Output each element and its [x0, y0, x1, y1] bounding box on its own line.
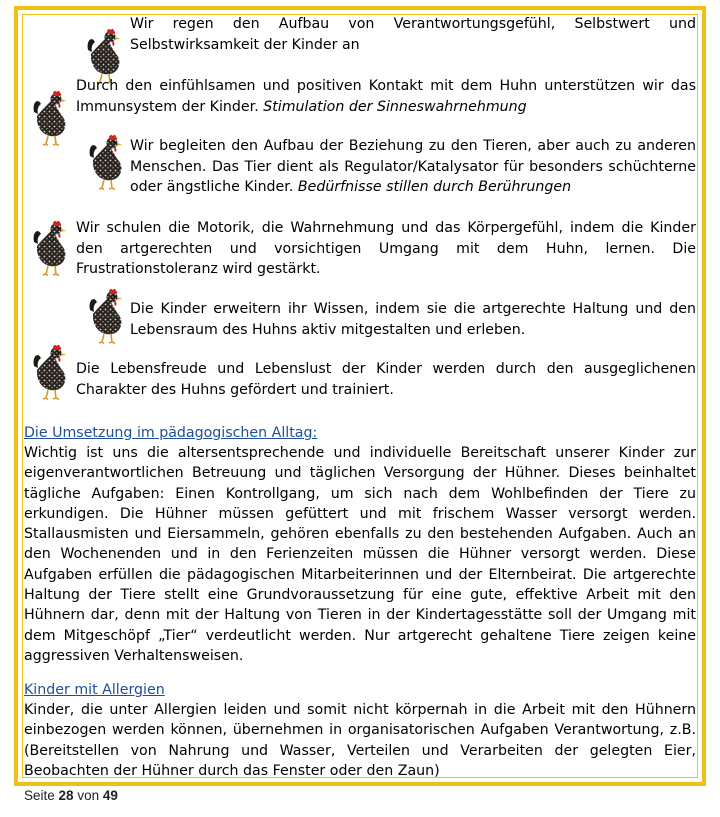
section-body-umsetzung: Wichtig ist uns die altersentsprechende und individuelle Bereitschaft unserer Kinder zur eigenverantwortlichen Betreuung und täglichen Versorgung der Hühner. Dieses beinhaltet tägliche Aufgaben: Einen Kontrollgang, um sich nach dem Wohlbefinden der Tiere zu erkundigen. Die Hühner müssen gefüttert und mit frischem Wasser versorgt werden. Stallausmisten und Eiersammeln, gehören ebenfalls zu den bestehenden Aufgaben. Auch an den Wochenenden und in den Ferienzeiten müssen die Hühner versorgt werden. Diese Aufgaben erfüllen die pädagogischen Mitarbeiterinnen und der Elternbeirat. Die artgerechte Haltung der Tiere stellt eine Grundvoraussetzung für eine gute, effektive Arbeit mit den Hühnern dar, denn mit der Haltung von Tieren in der Kindertagesstätte soll der Umgang mit dem Mitgeschöpf „Tier“ verdeutlicht werden. Nur artgerecht gehaltene Tiere zeigen keine aggressiven Verhaltensweisen. — [24, 445, 696, 664]
bullet-text: Wir begleiten den Aufbau der Beziehung zu den Tieren, aber auch zu anderen Menschen. Das Tier dient als Regulator/Katalysator für besonders schüchterne oder ängstliche Kinder. — [130, 138, 696, 195]
bullet-text: Wir schulen die Motorik, die Wahrnehmung und das Körpergefühl, indem die Kinder den artgerechten und vorsichtigen Umgang mit dem Huhn, lernen. Die Frustrationstoleranz wird gestärkt. — [76, 220, 696, 277]
bullet-item-1 — [130, 14, 696, 55]
footer-separator: von — [77, 788, 100, 803]
chicken-icon — [28, 220, 72, 276]
chicken-icon — [28, 344, 72, 400]
bullet-item-2 — [76, 76, 696, 117]
bullet-text: Durch den einfühlsamen und positiven Kontakt mit dem Huhn unterstützen wir das Immunsystem der Kinder. — [76, 78, 696, 115]
page-number: 28 — [58, 788, 74, 803]
bullet-text: Die Kinder erweitern ihr Wissen, indem sie die artgerechte Haltung und den Lebensraum des Huhns aktiv mitgestalten und erleben. — [130, 301, 696, 338]
bullet-text: Die Lebensfreude und Lebenslust der Kinder werden durch den ausgeglichenen Charakter des Huhns gefördert und trainiert. — [76, 361, 696, 398]
section-heading-umsetzung: Die Umsetzung im pädagogischen Alltag: — [24, 425, 318, 441]
page-footer — [24, 788, 118, 803]
section-body-allergien: Kinder, die unter Allergien leiden und somit nicht körpernah in die Arbeit mit den Hühnern einbezogen werden können, übernehmen in organisatorischen Aufgaben Verantwortung, z.B. (Bereitstellen von Nahrung und Wasser, Verteilen und Verarbeiten der gelegten Eier, Beobachten der Hühner durch das Fenster oder den Zaun) — [24, 702, 696, 779]
chicken-icon — [84, 288, 128, 344]
chicken-icon — [28, 90, 72, 146]
chicken-icon — [84, 134, 128, 190]
page-total: 49 — [102, 788, 118, 803]
bullet-item-6 — [76, 359, 696, 400]
bullet-text: Wir regen den Aufbau von Verantwortungsgefühl, Selbstwert und Selbstwirksamkeit der Kinder an — [130, 16, 696, 53]
bullet-item-5 — [130, 299, 696, 340]
bullet-emphasis: Stimulation der Sinneswahrnehmung — [263, 98, 527, 115]
bullet-emphasis: Bedürfnisse stillen durch Berührungen — [297, 179, 572, 195]
bullet-item-3 — [130, 136, 696, 198]
footer-prefix: Seite — [24, 788, 55, 803]
section-heading-allergien: Kinder mit Allergien — [24, 682, 165, 698]
bullet-item-4 — [76, 218, 696, 280]
